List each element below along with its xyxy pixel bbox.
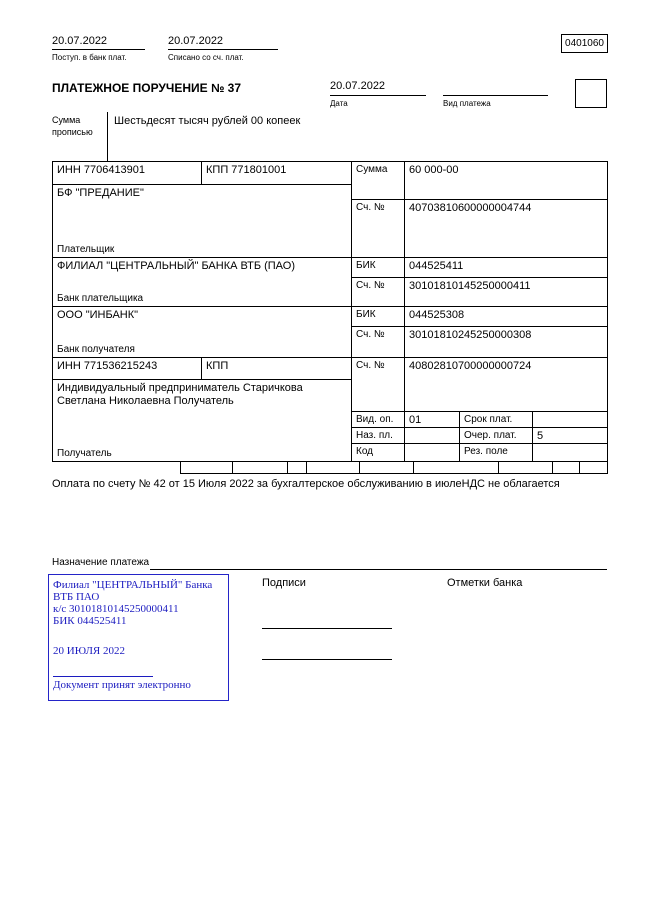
payer-bank-label: Банк плательщика [57, 293, 144, 304]
reserve-field-value [533, 444, 607, 461]
document-date-value: 20.07.2022 [330, 80, 426, 96]
tax-field-cell [307, 462, 360, 473]
stamp-accepted-note: Документ принят электронно [53, 679, 191, 691]
op-type-value: 01 [405, 412, 460, 428]
tax-fields-strip [180, 462, 608, 474]
recipient-bank-cell [53, 307, 352, 358]
payer-account-value: 40703810600000004744 [405, 200, 607, 258]
payer-bank-bik-value: 044525411 [405, 258, 607, 278]
bank-stamp [48, 574, 229, 701]
amount-label: Сумма [352, 162, 405, 200]
recipient-name: Индивидуальный предприниматель Старичкова Светлана Николаевна Получатель [57, 382, 303, 407]
amount-words-label-1: Сумма [52, 115, 81, 125]
purpose-line [150, 569, 607, 570]
code-label: Код [352, 444, 405, 461]
payment-order-table [52, 161, 608, 462]
amount-words-label-2: прописью [52, 127, 93, 137]
payer-account-label: Сч. № [352, 200, 405, 258]
recipient-bank-account-label: Сч. № [352, 327, 405, 358]
payer-kpp: КПП 771801001 [202, 162, 352, 185]
payer-name: БФ "ПРЕДАНИЕ" [57, 187, 144, 199]
purpose-code-value [405, 428, 460, 444]
date-received-label: Поступ. в банк плат. [52, 53, 127, 62]
recipient-account-label: Сч. № [352, 358, 405, 412]
bank-marks-label: Отметки банка [447, 577, 523, 589]
payer-inn: ИНН 7706413901 [53, 162, 202, 185]
document-title: ПЛАТЕЖНОЕ ПОРУЧЕНИЕ № 37 [52, 81, 242, 95]
recipient-bank-name: ООО "ИНБАНК" [57, 309, 139, 321]
stamp-separator-line [53, 676, 153, 677]
payer-bank-account-label: Сч. № [352, 278, 405, 307]
purpose-text: Оплата по счету № 42 от 15 Июля 2022 за бухгалтерское обслуживанию в июлеНДС не облагается [52, 478, 560, 490]
recipient-bank-account-value: 30101810245250000308 [405, 327, 607, 358]
tax-field-cell [414, 462, 499, 473]
payer-bank-cell [53, 258, 352, 307]
stamp-corr-account: к/с 30101810145250000411 [53, 603, 179, 615]
payment-type-label: Вид платежа [443, 99, 491, 108]
payment-type-field [443, 80, 548, 96]
stamp-spacer [53, 657, 224, 675]
code-value [405, 444, 460, 461]
payer-bank-name: ФИЛИАЛ "ЦЕНТРАЛЬНЫЙ" БАНКА ВТБ (ПАО) [57, 260, 295, 272]
recipient-bank-label: Банк получателя [57, 344, 135, 355]
tax-field-cell [360, 462, 414, 473]
due-date-value [533, 412, 607, 428]
recipient-cell [53, 380, 352, 461]
tax-field-cell [233, 462, 288, 473]
due-date-label: Срок плат. [460, 412, 533, 428]
status-box [575, 79, 607, 108]
op-type-label: Вид. оп. [352, 412, 405, 428]
recipient-bank-bik-value: 044525308 [405, 307, 607, 327]
stamp-bank-name-1: Филиал "ЦЕНТРАЛЬНЫЙ" Банка [53, 579, 213, 591]
tax-field-cell [181, 462, 233, 473]
stamp-spacer [53, 627, 224, 645]
priority-label: Очер. плат. [460, 428, 533, 444]
date-debited-value: 20.07.2022 [168, 35, 278, 50]
recipient-kpp: КПП [202, 358, 352, 380]
stamp-bank-name-2: ВТБ ПАО [53, 591, 100, 603]
date-received-value: 20.07.2022 [52, 35, 145, 50]
date-debited-label: Списано со сч. плат. [168, 53, 244, 62]
payer-bank-bik-label: БИК [352, 258, 405, 278]
payer-label: Плательщик [57, 244, 115, 255]
tax-field-cell [580, 462, 607, 473]
document-date-label: Дата [330, 99, 348, 108]
priority-value: 5 [533, 428, 607, 444]
payer-bank-account-value: 30101810145250000411 [405, 278, 607, 307]
tax-field-cell [553, 462, 580, 473]
amount-words-divider [107, 112, 108, 161]
amount-words-text: Шестьдесят тысяч рублей 00 копеек [114, 115, 301, 127]
stamp-date: 20 ИЮЛЯ 2022 [53, 645, 125, 657]
amount-value: 60 000-00 [405, 162, 607, 200]
tax-field-cell [499, 462, 553, 473]
recipient-bank-bik-label: БИК [352, 307, 405, 327]
recipient-label: Получатель [57, 448, 112, 459]
reserve-field-label: Рез. поле [460, 444, 533, 461]
payer-cell [53, 185, 352, 258]
signatures-label: Подписи [262, 577, 306, 589]
tax-field-cell [288, 462, 307, 473]
purpose-code-label: Наз. пл. [352, 428, 405, 444]
recipient-inn: ИНН 771536215243 [53, 358, 202, 380]
recipient-account-value: 40802810700000000724 [405, 358, 607, 412]
form-code-box: 0401060 [561, 34, 608, 53]
signature-line-2 [262, 659, 392, 660]
signature-line-1 [262, 628, 392, 629]
stamp-bik: БИК 044525411 [53, 615, 127, 627]
purpose-label: Назначение платежа [52, 557, 150, 568]
